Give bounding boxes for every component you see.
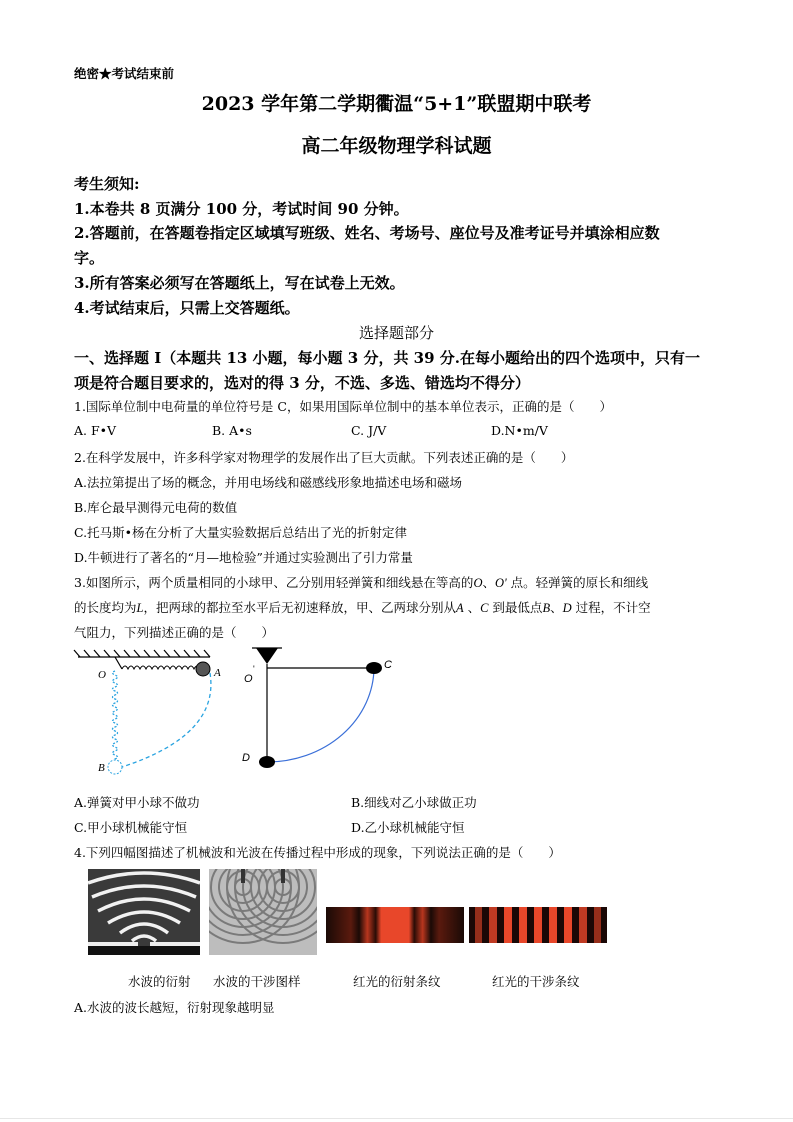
spring-horizontal: [122, 666, 208, 669]
var-o-prime: O': [494, 576, 507, 590]
notice-item-2-cont: 字。: [74, 249, 105, 267]
q3-option-c: C.甲小球机械能守恒: [74, 820, 188, 835]
water-diffraction-image: [88, 869, 200, 955]
notice-heading: 考生须知:: [74, 175, 140, 193]
caption-water-interference: 水波的干涉图样: [213, 974, 301, 989]
q2-option-b: B.库仑最早测得元电荷的数值: [74, 500, 238, 515]
trajectory-dashed: [122, 673, 211, 767]
spring-vertical-dashed: [113, 671, 118, 760]
q4-stem: 4.下列四幅图描述了机械波和光波在传播过程中形成的现象，下列说法正确的是（ ）: [74, 845, 561, 860]
q3-stem-line2: [74, 598, 651, 616]
q3-stem-line3: 气阻力，下列描述正确的是（ ）: [74, 625, 275, 640]
q3-stem-text: 、: [550, 600, 563, 615]
q2-option-d: D.牛顿进行了著名的“月—地检验”并通过实验测出了引力常量: [74, 550, 413, 565]
label-o-prime: O: [244, 673, 253, 685]
exam-title: 2023 学年第二学期衢温“5+1”联盟期中联考: [201, 93, 592, 115]
label-d: D: [242, 752, 250, 764]
q2-stem: 2.在科学发展中，许多科学家对物理学的发展作出了巨大贡献。下列表述正确的是（ ）: [74, 450, 574, 465]
q3-option-a: A.弹簧对甲小球不做功: [74, 795, 200, 810]
var-c: C: [480, 601, 489, 615]
q3-option-b: B.细线对乙小球做正功: [351, 795, 477, 810]
ball-c: [366, 662, 382, 674]
q3-stem-text: 的长度均为: [74, 600, 137, 615]
ball-d: [259, 756, 275, 768]
var-a: A: [455, 601, 464, 615]
notice-item-2: 2.答题前，在答题卷指定区域填写班级、姓名、考场号、座位号及准考证号并填涂相应数: [74, 224, 660, 242]
q1-option-d: D.N•m/V: [491, 423, 548, 438]
confidential-mark: 绝密★考试结束前: [74, 66, 175, 81]
section-heading-line1: 一、选择题 I（本题共 13 小题，每小题 3 分，共 39 分.在每小题给出的四个选项中，只有一: [74, 349, 700, 367]
trajectory-arc: [267, 668, 374, 762]
label-o: O: [98, 669, 106, 681]
red-interference-image: [469, 907, 607, 943]
q3-stem-text: 3.如图所示，两个质量相同的小球甲、乙分别用轻弹簧和细线悬在等高的: [74, 575, 474, 590]
red-diffraction-image: [326, 907, 464, 943]
var-l: L: [136, 601, 144, 615]
q2-option-a: A.法拉第提出了场的概念，并用电场线和磁感线形象地描述电场和磁场: [74, 475, 463, 490]
notice-item-3: 3.所有答案必须写在答题纸上，写在试卷上无效。: [74, 274, 405, 292]
q4-option-a: A.水波的波长越短，衍射现象越明显: [74, 1000, 275, 1015]
label-a: A: [214, 667, 221, 679]
label-c: C: [384, 659, 392, 671]
var-d: D: [562, 601, 572, 615]
q1-option-a: A. F•V: [74, 423, 117, 438]
notice-item-1: 1.本卷共 8 页满分 100 分，考试时间 90 分钟。: [74, 200, 409, 218]
q1-option-c: C. J/V: [351, 423, 387, 438]
section-heading-line2: 项是符合题目要求的，选对的得 3 分，不选、多选、错选均不得分）: [74, 374, 530, 392]
ball-b-dashed: [108, 760, 122, 774]
q3-stem-line1: [74, 573, 648, 591]
notice-item-4: 4.考试结束后，只需上交答题纸。: [74, 299, 300, 317]
q3-stem-text: 点。轻弹簧的原长和细线: [506, 575, 649, 590]
q1-option-b: B. A•s: [212, 423, 252, 438]
var-o: O: [473, 576, 483, 590]
q3-spring-figure: [70, 645, 240, 780]
page-bottom-rule: [0, 1118, 793, 1119]
ball-a: [196, 662, 210, 676]
q3-stem-text: 到最低点: [488, 600, 543, 615]
caption-water-diffraction: 水波的衍射: [128, 974, 191, 989]
q3-stem-text: ，把两球的都拉至水平后无初速释放，甲、乙两球分别从: [143, 600, 456, 615]
water-interference-image: [209, 869, 317, 955]
q3-stem-sep: 、: [482, 575, 495, 590]
caption-red-interference: 红光的干涉条纹: [492, 974, 580, 989]
caption-red-diffraction: 红光的衍射条纹: [353, 974, 441, 989]
part-heading: 选择题部分: [358, 324, 434, 342]
q3-stem-text: 过程，不计空: [571, 600, 651, 615]
q3-string-figure: [236, 642, 406, 777]
label-b: B: [98, 762, 105, 774]
q3-stem-text: 、: [463, 600, 481, 615]
pivot-triangle: [256, 648, 278, 664]
q2-option-c: C.托马斯•杨在分析了大量实验数据后总结出了光的折射定律: [74, 525, 407, 540]
var-b: B: [542, 601, 551, 615]
label-prime: ': [253, 664, 255, 674]
q3-option-d: D.乙小球机械能守恒: [351, 820, 465, 835]
q1-stem: 1.国际单位制中电荷量的单位符号是 C，如果用国际单位制中的基本单位表示，正确的是（ ）: [74, 399, 612, 414]
exam-subtitle: 高二年级物理学科试题: [301, 135, 492, 157]
